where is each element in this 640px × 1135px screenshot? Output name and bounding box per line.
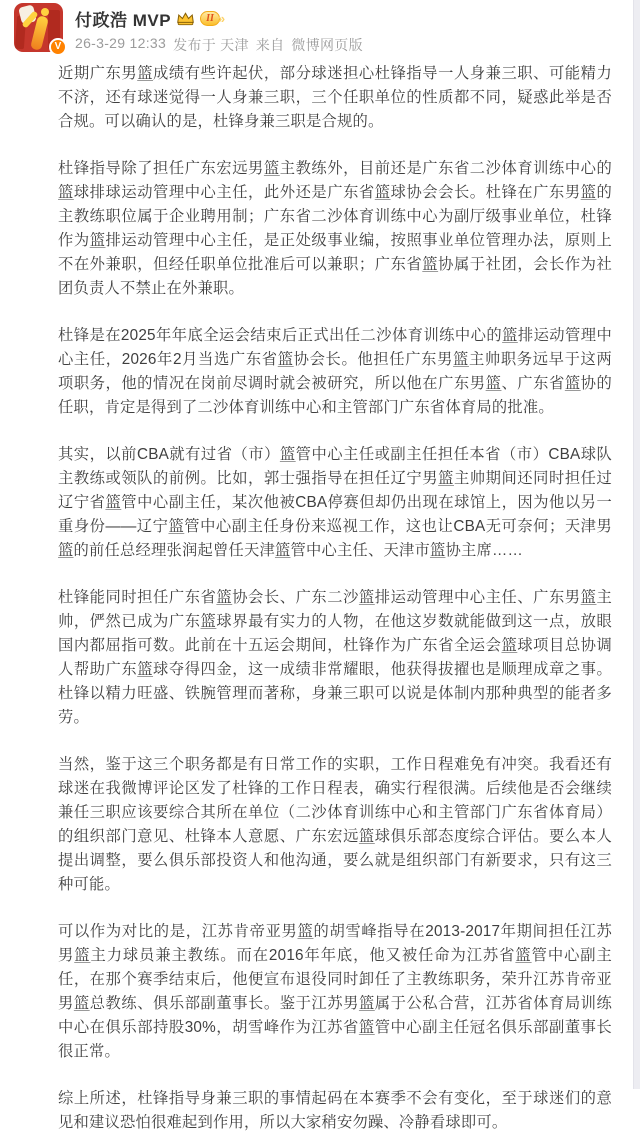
post-paragraph: 其实，以前CBA就有过省（市）篮管中心主任或副主任担任本省（市）CBA球队主教练或领队的前例。比如，郭士强指导在担任辽宁男篮主帅期间还同时担任过辽宁省篮管中心副主任，某次他被CBA停赛但却仍出现在球馆上，因为他以另一重身份——辽宁篮管中心副主任身份来巡视工作，这也让CBA无可奈何；天津男篮的前任总经理张润起曾任天津篮管中心主任、天津市篮协主席…… — [58, 446, 612, 559]
keyword-underline: 篮 — [74, 947, 91, 964]
keyword-underline: 篮 — [58, 184, 74, 201]
keyword-underline: 篮 — [137, 661, 154, 678]
keyword-underline: 篮 — [515, 947, 532, 964]
keyword-underline: 篮 — [564, 375, 581, 392]
username[interactable]: 付政浩 MVP — [75, 10, 172, 30]
keyword-underline: 篮 — [358, 1019, 375, 1036]
scrollbar[interactable] — [633, 0, 640, 1089]
post-source[interactable]: 微博网页版 — [291, 37, 363, 53]
keyword-underline: 篮 — [105, 494, 122, 511]
keyword-underline: 篮 — [168, 518, 185, 535]
post-body — [58, 62, 612, 1135]
post-meta — [75, 35, 363, 55]
keyword-underline: 篮 — [453, 351, 469, 368]
keyword-underline: 篮 — [58, 542, 74, 559]
keyword-underline: 篮 — [429, 542, 446, 559]
keyword-underline: 篮 — [422, 256, 439, 273]
vip-crown-icon — [176, 11, 195, 26]
keyword-underline: 篮 — [358, 995, 375, 1012]
keyword-underline: 篮 — [580, 589, 597, 606]
keyword-underline: 篮 — [274, 542, 291, 559]
post-paragraph: 杜锋指导除了担任广东宏远男篮主教练外，目前还是广东省二沙体育训练中心的篮球排球运动管理中心主任，此外还是广东省篮球协会会长。杜锋在广东男篮的主教练职位属于企业聘用制；广东省二沙体育训练中心为副厅级事业单位，杜锋作为篮排运动管理中心主任，是正处级事业编，按照事业单位管理办法，原则上不在外兼职，但经任职单位批准后可以兼职；广东省篮协属于社团，会长作为社团负责人不禁止在外兼职。 — [58, 160, 613, 297]
keyword-underline: 篮 — [200, 613, 217, 630]
keyword-underline: 篮 — [501, 637, 518, 654]
vip-chevrons-icon: » — [217, 10, 224, 26]
keyword-underline: 篮 — [485, 375, 502, 392]
post-paragraph: 可以作为对比的是，江苏肯帝亚男篮的胡雪峰指导在2013-2017年期间担任江苏男篮主力球员兼主教练。而在2016年年底，他又被任命为江苏省篮管中心副主任，在那个赛季结束后，他便宣布退役同时卸任了主教练职务，荣升江苏肯帝亚男篮总教练、俱乐部副董事长。鉴于江苏男篮属于公私合营，江苏省体育局训练中心在俱乐部持股30%，胡雪峰作为江苏省篮管中心副主任冠名俱乐部副董事长很正常。 — [58, 923, 613, 1060]
post-paragraph: 杜锋是在2025年年底全运会结束后正式出任二沙体育训练中心的篮排运动管理中心主任，2026年2月当选广东省篮协会长。他担任广东男篮主帅职务远早于这两项职务，他的情况在岗前尽调时就会被研究，所以他在广东男篮、广东省篮协的任职，肯定是得到了二沙体育训练中心和主管部门广东省体育局的批准。 — [58, 327, 613, 416]
keyword-underline: 篮 — [502, 327, 518, 344]
keyword-underline: 篮 — [277, 351, 294, 368]
post-paragraph: 近期广东男篮成绩有些许起伏，部分球迷担心杜锋指导一人身兼三职、可能精力不济，还有球迷觉得一人身兼三职，三个任职单位的性质都不同，疑惑此举是否合规。可以确认的是，杜锋身兼三职是合规的。 — [58, 65, 612, 130]
keyword-underline: 篮 — [358, 828, 375, 845]
keyword-underline: 篮 — [358, 589, 375, 606]
post-paragraph: 当然，鉴于这三个职务都是有日常工作的实职，工作日程难免有冲突。我看还有球迷在我微博评论区发了杜锋的工作日程表，确实行程很满。后续他是否会继续兼任三职应该要综合其所在单位（二沙体育训练中心和主管部门广东省体育局）的组织部门意见、杜锋本人意愿、广东宏远篮球俱乐部态度综合评估。要么本人提出调整，要么俱乐部投资人和他沟通，要么就是组织部门有新要求，只有这三种可能。 — [58, 756, 612, 893]
keyword-underline: 篮 — [279, 446, 296, 463]
keyword-underline: 篮 — [263, 160, 280, 177]
keyword-underline: 篮 — [438, 470, 454, 487]
vip-level-label: II — [200, 11, 220, 26]
keyword-underline: 篮 — [580, 184, 597, 201]
keyword-underline: 篮 — [297, 923, 314, 940]
keyword-underline: 篮 — [216, 589, 233, 606]
post-paragraph: 杜锋能同时担任广东省篮协会长、广东二沙篮排运动管理中心主任、广东男篮主帅，俨然已成为广东篮球界最有实力的人物，在他这岁数就能做到这一点，放眼国内都屈指可数。此前在十五运会期间，杜锋作为广东省全运会篮球项目总协调人帮助广东篮球夺得四金，这一成绩非常耀眼，他获得拔擢也是顺理成章之事。杜锋以精力旺盛、铁腕管理而著称，身兼三职可以说是体制内那种典型的能者多劳。 — [58, 589, 612, 726]
post-paragraph: 综上所述，杜锋指导身兼三职的事情起码在本赛季不会有变化，至于球迷们的意见和建议恐怕很难起到作用，所以大家稍安勿躁、冷静看球即可。 — [58, 1090, 612, 1131]
keyword-underline: 篮 — [73, 995, 90, 1012]
keyword-underline: 篮 — [137, 65, 154, 82]
keyword-underline: 篮 — [89, 232, 106, 249]
post-header — [14, 3, 363, 55]
keyword-underline: 篮 — [374, 184, 391, 201]
vip-level-badge[interactable] — [200, 11, 223, 26]
post-location[interactable]: 发布于 天津 — [173, 37, 249, 53]
user-block — [75, 3, 363, 55]
post-source-label: 来自 — [255, 37, 285, 53]
post-timestamp: 26-3-29 12:33 — [75, 35, 167, 51]
verified-badge-icon: V — [49, 38, 67, 56]
user-avatar[interactable] — [14, 3, 63, 52]
